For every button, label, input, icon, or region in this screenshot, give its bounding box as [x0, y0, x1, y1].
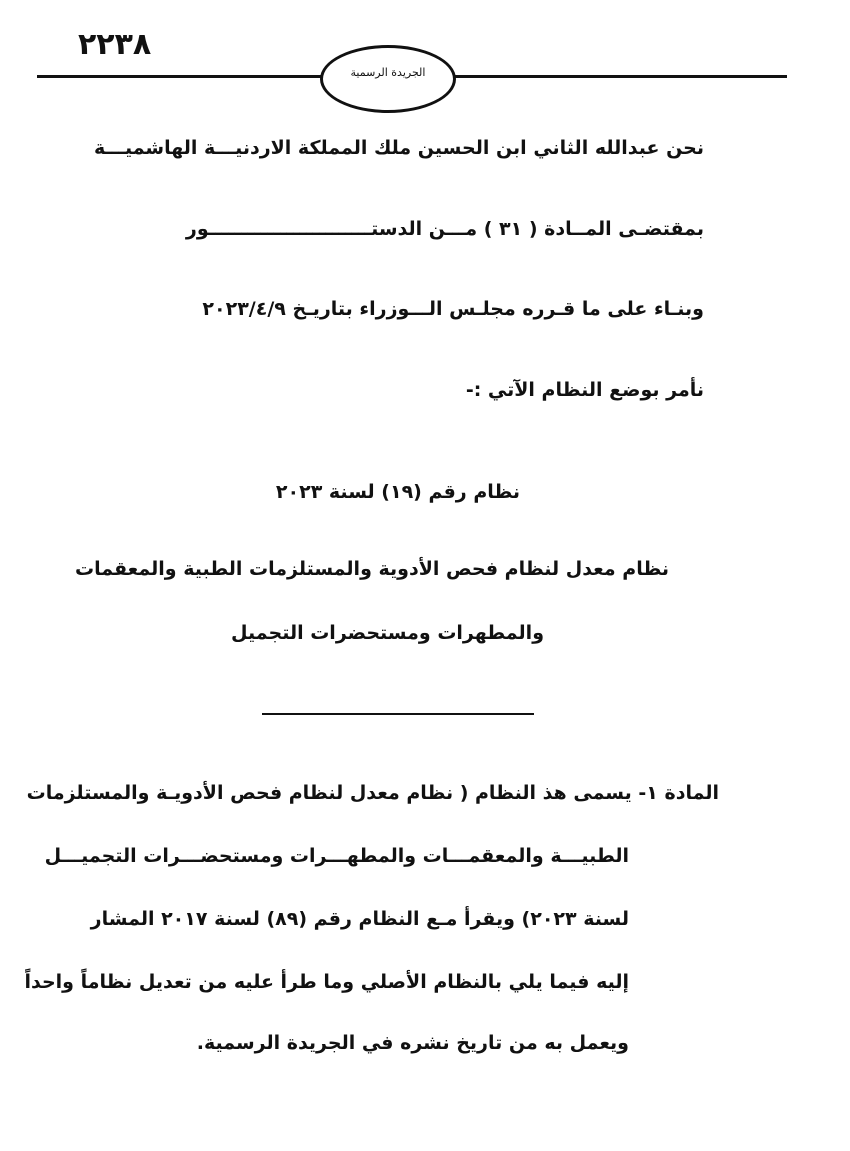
- regulation-title-line-1: نظام معدل لنظام فحص الأدوية والمستلزمات الطبية والمعقمات: [75, 558, 669, 580]
- preamble-line-1: نحن عبدالله الثاني ابن الحسين ملك المملكة الاردنيـــة الهاشميـــة: [93, 137, 704, 159]
- gazette-seal-label: الجريدة الرسمية: [350, 66, 426, 79]
- preamble-line-4: نأمر بوضع النظام الآتي :-: [465, 379, 704, 401]
- gazette-seal: [320, 45, 456, 113]
- regulation-title-line-2: والمطهرات ومستحضرات التجميل: [231, 622, 544, 644]
- article-1-line-3: لسنة ٢٠٢٣) ويقرأ مـع النظام رقم (٨٩) لسنة ٢٠١٧ المشار: [90, 908, 629, 930]
- article-1-line-2: الطبيـــة والمعقمـــات والمطهـــرات ومستحضـــرات التجميـــل: [44, 845, 629, 867]
- article-1-line-1: المادة ١- يسمى هذ النظام ( نظام معدل لنظام فحص الأدويـة والمستلزمات: [26, 782, 719, 804]
- article-1-line-4: إليه فيما يلي بالنظام الأصلي وما طرأ عليه من تعديل نظاماً واحداً: [24, 971, 629, 993]
- preamble-line-2: بمقتضـى المــادة ( ٣١ ) مـــن الدستـــــــــــــــــــــــــور: [185, 218, 704, 240]
- page-number: ٢٢٣٨: [78, 27, 152, 62]
- preamble-line-3: وبنـاء على ما قـرره مجلـس الـــوزراء بتاريـخ ٢٠٢٣/٤/٩: [202, 298, 704, 320]
- regulation-number: نظام رقم (١٩) لسنة ٢٠٢٣: [275, 481, 521, 503]
- section-divider: [262, 713, 534, 715]
- article-1-line-5: ويعمل به من تاريخ نشره في الجريدة الرسمية.: [196, 1032, 629, 1054]
